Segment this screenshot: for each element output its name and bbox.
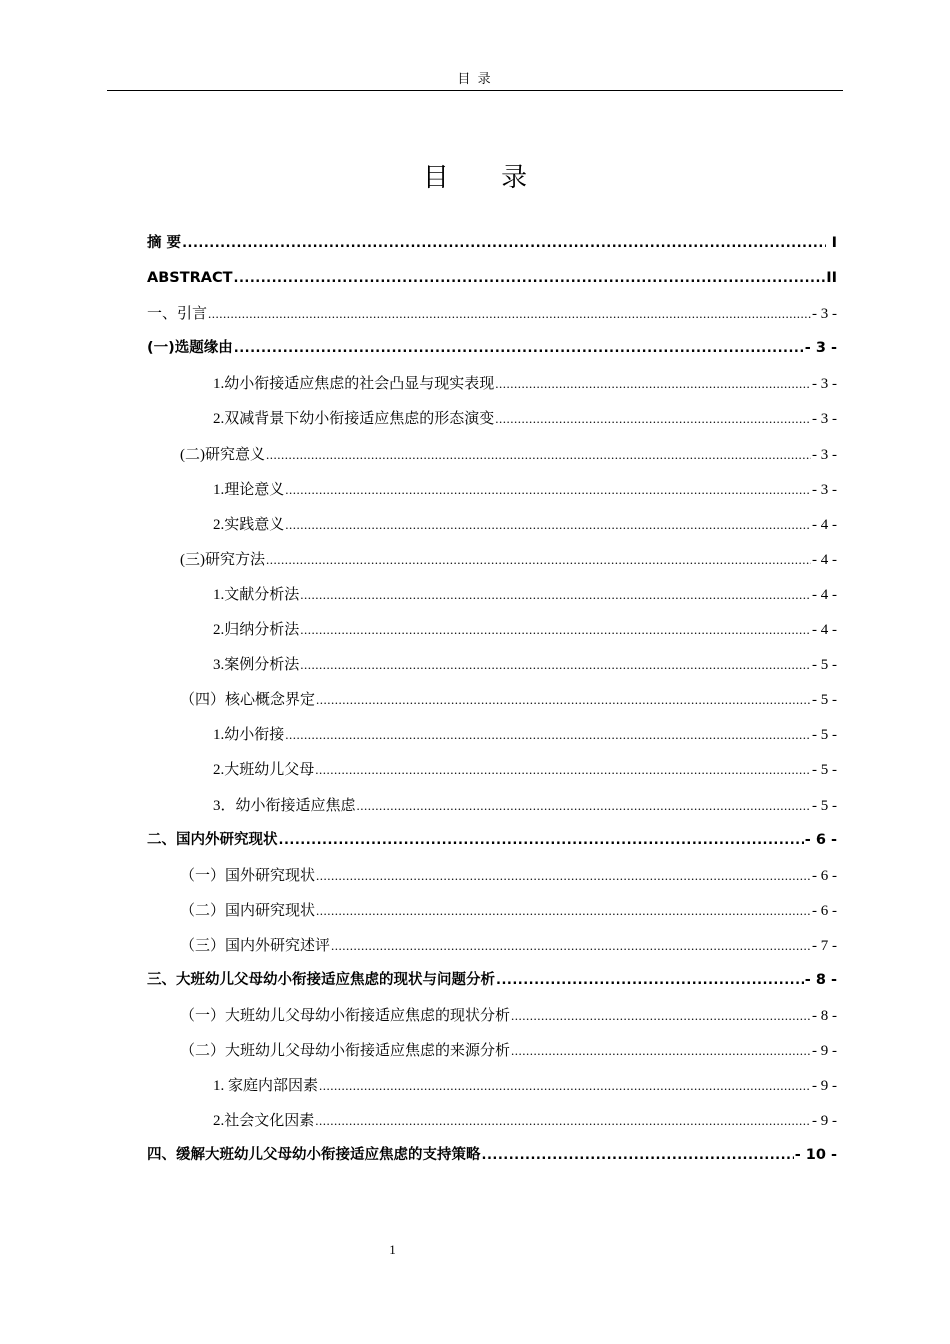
page-title: 目 录 <box>422 163 550 193</box>
toc-page-number: - 3 - <box>812 376 837 393</box>
toc-dot-leader <box>300 612 811 647</box>
toc-dot-leader <box>495 366 811 401</box>
toc-dot-leader <box>316 682 811 717</box>
toc-dot-leader <box>357 788 811 823</box>
toc-dot-leader <box>315 752 811 787</box>
toc-page-number: - 5 - <box>812 657 837 674</box>
page-number: 1 <box>389 1242 396 1257</box>
toc-page-number: I <box>831 235 837 251</box>
toc-entry[interactable] <box>147 612 837 647</box>
toc-entry-title: （四）核心概念界定 <box>180 692 316 709</box>
toc-entry-title: ABSTRACT <box>147 270 233 287</box>
toc-entry-title: 一、引言 <box>147 306 208 323</box>
toc-page-number: - 8 - <box>812 1008 837 1025</box>
toc-entry-title: 1.文献分析法 <box>213 586 300 603</box>
toc-dot-leader <box>234 261 826 296</box>
table-of-contents <box>147 226 837 1174</box>
toc-entry-title: 三、大班幼儿父母幼小衔接适应焦虑的现状与问题分析 <box>147 971 495 988</box>
toc-entry-title: 1.幼小衔接 <box>213 727 285 744</box>
toc-dot-leader <box>495 401 811 436</box>
toc-dot-leader <box>182 226 826 261</box>
toc-page-number: - 5 - <box>812 727 837 744</box>
toc-entry-title: 1. 家庭内部因素 <box>213 1078 319 1095</box>
toc-entry[interactable] <box>147 296 837 331</box>
toc-dot-leader <box>208 296 811 331</box>
toc-page-number: - 3 - <box>804 340 837 357</box>
toc-dot-leader <box>285 507 811 542</box>
toc-page-number: - 3 - <box>812 411 837 428</box>
toc-entry-title: （二）大班幼儿父母幼小衔接适应焦虑的来源分析 <box>180 1043 511 1060</box>
toc-entry[interactable] <box>147 998 837 1033</box>
toc-page-number: - 10 - <box>794 1147 837 1164</box>
toc-entry[interactable] <box>147 507 837 542</box>
toc-page-number: - 7 - <box>812 937 837 954</box>
toc-entry-title: (二)研究意义 <box>180 446 265 463</box>
toc-entry-title: (三)研究方法 <box>180 551 265 568</box>
toc-page-number: - 6 - <box>804 831 837 848</box>
toc-entry[interactable] <box>147 788 837 823</box>
toc-dot-leader <box>300 647 811 682</box>
toc-entry-title: 1.幼小衔接适应焦虑的社会凸显与现实表现 <box>213 376 495 393</box>
toc-entry[interactable] <box>147 542 837 577</box>
toc-dot-leader <box>316 858 811 893</box>
toc-entry[interactable] <box>147 437 837 472</box>
toc-page-number: - 5 - <box>812 797 837 814</box>
toc-entry[interactable] <box>147 331 837 366</box>
toc-page-number: - 6 - <box>812 902 837 919</box>
toc-entry[interactable] <box>147 472 837 507</box>
toc-entry[interactable] <box>147 226 837 261</box>
toc-dot-leader <box>511 1033 811 1068</box>
toc-page-number: - 8 - <box>804 971 837 988</box>
toc-entry-title: 1.理论意义 <box>213 481 285 498</box>
toc-page-number: - 4 - <box>812 622 837 639</box>
toc-page-number: - 9 - <box>812 1043 837 1060</box>
toc-entry[interactable] <box>147 717 837 752</box>
toc-dot-leader <box>319 1068 811 1103</box>
toc-page-number: - 4 - <box>812 516 837 533</box>
toc-dot-leader <box>482 1138 794 1173</box>
toc-entry[interactable] <box>147 963 837 998</box>
toc-dot-leader <box>331 928 811 963</box>
toc-entry[interactable] <box>147 401 837 436</box>
toc-entry-title: 二、国内外研究现状 <box>147 831 278 848</box>
toc-dot-leader <box>300 577 811 612</box>
toc-dot-leader <box>266 542 811 577</box>
toc-entry[interactable] <box>147 858 837 893</box>
toc-dot-leader <box>511 998 811 1033</box>
toc-page-number: - 5 - <box>812 762 837 779</box>
toc-dot-leader <box>234 331 804 366</box>
toc-entry-title: 四、缓解大班幼儿父母幼小衔接适应焦虑的支持策略 <box>147 1147 481 1164</box>
toc-entry[interactable] <box>147 647 837 682</box>
toc-page-number: - 4 - <box>812 586 837 603</box>
toc-entry-title: 摘 要 <box>147 235 182 251</box>
toc-page-number: - 6 - <box>812 867 837 884</box>
toc-page-number: - 4 - <box>812 551 837 568</box>
toc-entry[interactable] <box>147 928 837 963</box>
toc-entry[interactable] <box>147 577 837 612</box>
toc-entry[interactable] <box>147 1103 837 1138</box>
running-header-title: 目 录 <box>457 71 493 86</box>
toc-entry-title: 2.大班幼儿父母 <box>213 762 315 779</box>
toc-entry-title: 3．幼小衔接适应焦虑 <box>213 797 356 814</box>
toc-page-number: - 5 - <box>812 692 837 709</box>
toc-page-number: - 9 - <box>812 1078 837 1095</box>
toc-dot-leader <box>279 823 804 858</box>
toc-dot-leader <box>315 1103 811 1138</box>
toc-entry-title: 2.社会文化因素 <box>213 1113 315 1130</box>
toc-entry[interactable] <box>147 1033 837 1068</box>
toc-entry-title: 2.双减背景下幼小衔接适应焦虑的形态演变 <box>213 411 495 428</box>
toc-entry[interactable] <box>147 893 837 928</box>
toc-entry-title: 2.实践意义 <box>213 516 285 533</box>
toc-dot-leader <box>496 963 804 998</box>
toc-entry-title: （二）国内研究现状 <box>180 902 316 919</box>
toc-entry[interactable] <box>147 823 837 858</box>
toc-page-number: - 3 - <box>812 481 837 498</box>
toc-entry[interactable] <box>147 366 837 401</box>
toc-entry-title: (一)选题缘由 <box>147 340 233 357</box>
toc-entry-title: （一）大班幼儿父母幼小衔接适应焦虑的现状分析 <box>180 1008 511 1025</box>
toc-entry[interactable] <box>147 261 837 296</box>
toc-page-number: II <box>826 270 837 287</box>
toc-page-number: - 9 - <box>812 1113 837 1130</box>
toc-entry-title: （一）国外研究现状 <box>180 867 316 884</box>
toc-dot-leader <box>316 893 811 928</box>
toc-entry-title: 3.案例分析法 <box>213 657 300 674</box>
toc-entry[interactable] <box>147 1138 837 1173</box>
running-header <box>107 68 843 91</box>
toc-entry[interactable] <box>147 1068 837 1103</box>
toc-dot-leader <box>266 437 811 472</box>
toc-dot-leader <box>285 472 811 507</box>
toc-page-number: - 3 - <box>812 446 837 463</box>
toc-entry[interactable] <box>147 752 837 787</box>
toc-entry[interactable] <box>147 682 837 717</box>
toc-dot-leader <box>285 717 811 752</box>
toc-page-number: - 3 - <box>812 306 837 323</box>
toc-entry-title: 2.归纳分析法 <box>213 622 300 639</box>
toc-entry-title: （三）国内外研究述评 <box>180 937 331 954</box>
